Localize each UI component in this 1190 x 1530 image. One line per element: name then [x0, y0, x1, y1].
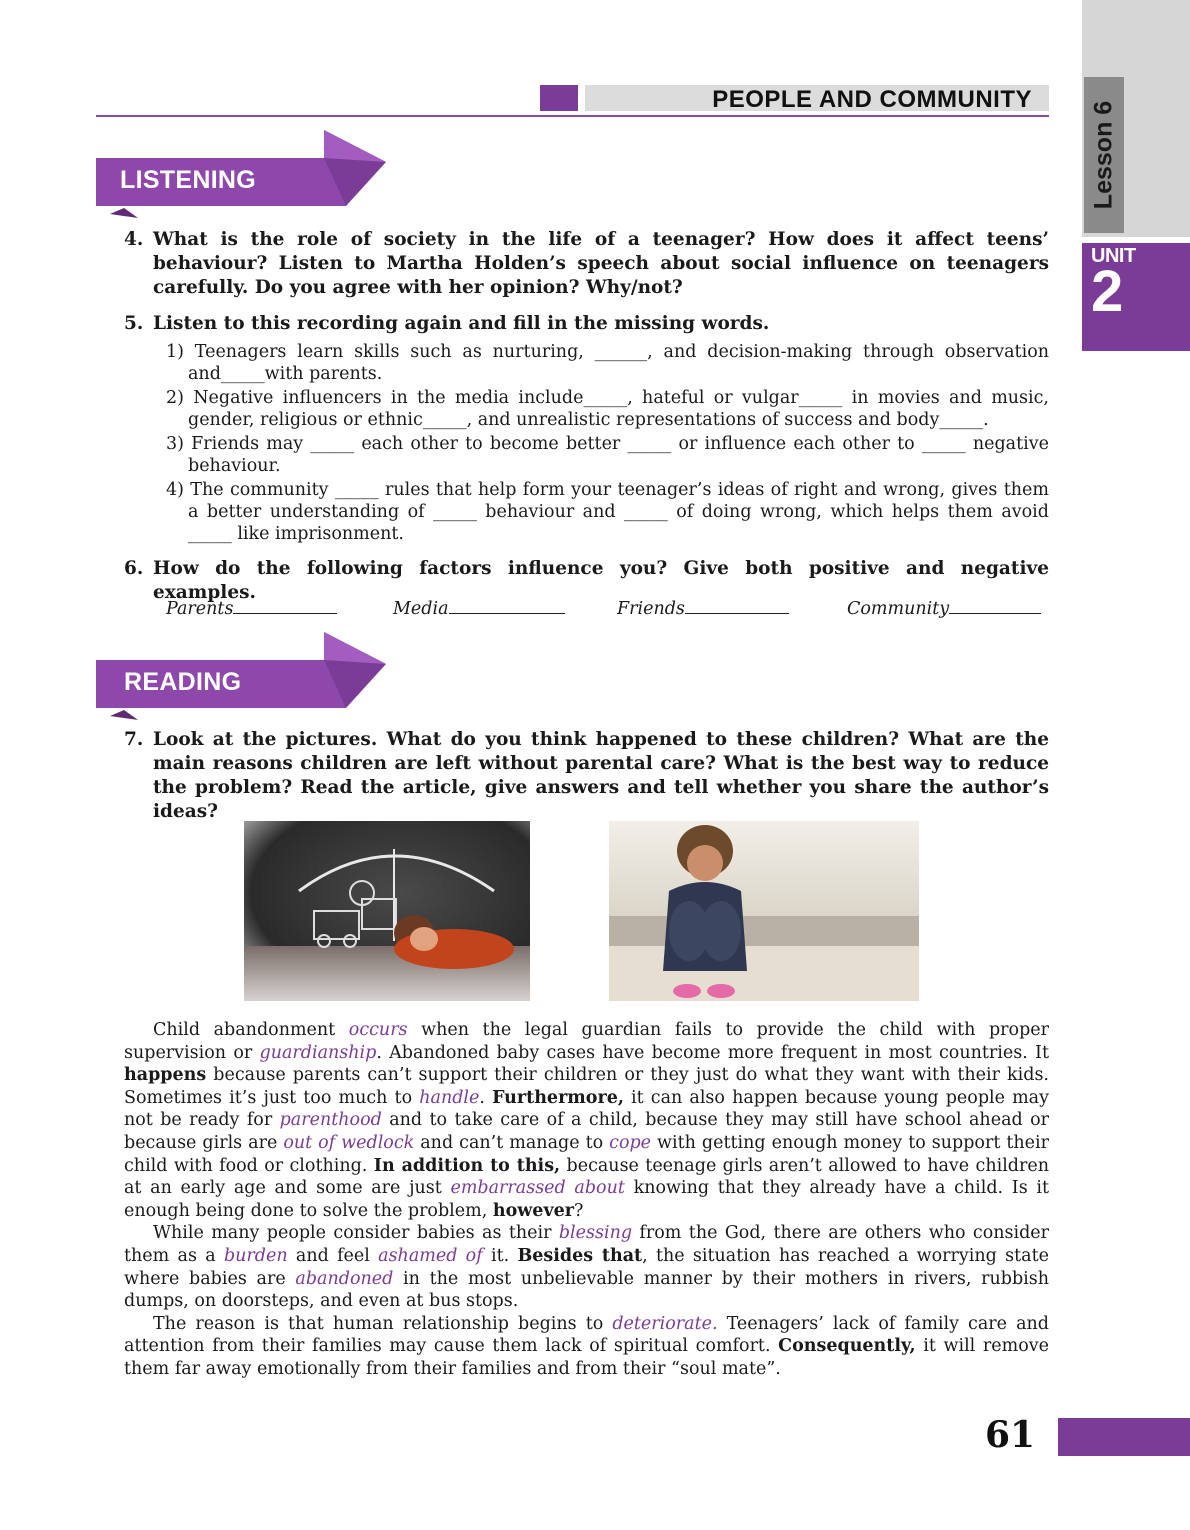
photo-child-chalk-drawing	[244, 821, 530, 1001]
article-run: with getting enough money to support their child with food or clothing.	[124, 1132, 1049, 1176]
article-run: it can also happen because young people may not be ready for	[124, 1087, 1049, 1131]
chapter-title: PEOPLE AND COMMUNITY	[712, 86, 1032, 113]
article-run: in the most unbelievable manner by their mothers in rivers, rubbish dumps, on doorsteps, and even at bus stops.	[124, 1268, 1049, 1312]
page-number-bar	[1058, 1418, 1190, 1456]
article-run: Teenagers’ lack of family care and attention from their families may cause them lack of spiritual comfort.	[124, 1313, 1049, 1357]
article-run: it.	[482, 1245, 518, 1266]
linking-word: happens	[124, 1065, 207, 1086]
task-instruction: What is the role of society in the life of a teenager? How does it affect teens’ behaviour? Listen to Martha Holden’s speech about social influence on teenagers carefully. Do you agree with her opinion? Why/not?	[153, 229, 1049, 298]
article-paragraph-3	[124, 1313, 1049, 1381]
reading-banner	[96, 632, 396, 724]
task-4	[124, 228, 1049, 300]
article-run: and to take care of a child, because they may still have school ahead or because girls are	[124, 1110, 1049, 1153]
task-number: 4.	[124, 229, 144, 250]
task-number: 5.	[124, 313, 144, 334]
reading-title: READING	[124, 668, 242, 696]
task-instruction: Listen to this recording again and fill in the missing words.	[153, 313, 770, 334]
page-number: 61	[985, 1414, 1036, 1456]
article-run: While many people consider babies as their	[153, 1223, 559, 1244]
linking-word: In addition to this,	[373, 1155, 561, 1176]
factor-community: Community	[847, 596, 1041, 619]
linking-word: Consequently,	[778, 1336, 916, 1357]
article-run: because teenage girls aren’t allowed to have children at an early age and some are just	[124, 1155, 1050, 1199]
header-rule	[96, 115, 1049, 117]
factor-parents: Parents	[166, 596, 337, 619]
vocabulary-word: out of wedlock	[283, 1132, 415, 1153]
task-instruction: Look at the pictures. What do you think happened to these children? What are the main reasons children are left without parental care? What is the best way to reduce the problem? Read the article, give answers and tell whether you share the author’s ideas?	[153, 729, 1049, 822]
article-run: when the legal guardian fails to provide the child with proper supervision or	[124, 1020, 1049, 1063]
article-run: The reason is that human relationship begins to	[153, 1313, 613, 1334]
article-run: .	[479, 1087, 493, 1108]
factor-media: Media	[393, 596, 565, 619]
photo-sad-child-sitting	[609, 821, 919, 1001]
factor-friends: Friends	[617, 596, 789, 619]
task-5-item: 4) The community _____ rules that help form your teenager’s ideas of right and wrong, gives them a better understanding of _____ behaviour and _____ of doing wrong, which helps them avoid _____ like imprisonment.	[166, 480, 1049, 544]
task-7	[124, 728, 1049, 824]
linking-word: Besides that	[517, 1245, 643, 1266]
linking-word: however	[492, 1200, 574, 1221]
vocabulary-word: ashamed of	[378, 1245, 483, 1266]
article-run: from the God, there are others who consider them as a	[124, 1223, 1050, 1266]
vocabulary-word: blessing	[558, 1223, 633, 1244]
task-number: 7.	[124, 729, 144, 750]
article-run: . Abandoned baby cases have become more frequent in most countries. It	[376, 1042, 1049, 1063]
article-run: Child abandonment	[153, 1020, 349, 1040]
vocabulary-word: occurs	[348, 1020, 408, 1040]
child-sleeping-image	[244, 821, 530, 1001]
unit-label: UNIT	[1091, 245, 1136, 267]
task-5	[124, 312, 1049, 336]
vocabulary-word: burden	[223, 1245, 288, 1266]
task-5-item: 2) Negative influencers in the media include_____, hateful or vulgar_____ in movies and music, gender, religious or ethnic_____, and unrealistic representations of success and body_____.	[166, 388, 1049, 430]
vocabulary-word: handle	[419, 1087, 480, 1108]
vocabulary-word: cope	[609, 1132, 652, 1153]
article-run: knowing that they already have a child. Is it enough being done to solve the problem,	[124, 1178, 1049, 1221]
vocabulary-word: parenthood	[279, 1110, 382, 1131]
article-run: because parents can’t support their children or they just do what they want with their kids. Sometimes it’s just too much to	[124, 1065, 1049, 1108]
listening-banner	[96, 130, 396, 222]
listening-title: LISTENING	[120, 166, 257, 194]
vocabulary-word: embarrassed about	[450, 1178, 625, 1199]
article-run: ?	[573, 1200, 584, 1221]
vocabulary-word: guardianship	[259, 1042, 377, 1063]
task-instruction: How do the following factors influence you? Give both positive and negative examples.	[153, 558, 1049, 603]
vocabulary-word: deteriorate.	[612, 1313, 718, 1334]
lesson-label: Lesson 6	[1089, 100, 1118, 210]
task-number: 6.	[124, 558, 144, 579]
vocabulary-word: abandoned	[295, 1268, 394, 1289]
linking-word: Furthermore,	[492, 1087, 624, 1108]
article-run: and feel	[287, 1245, 379, 1266]
article-run: and can’t manage to	[414, 1132, 610, 1153]
unit-number: 2	[1091, 259, 1124, 324]
task-5-item: 1) Teenagers learn skills such as nurturing, ______, and decision-making through observation and_____with parents.	[166, 342, 1049, 384]
article-paragraph-2	[124, 1222, 1049, 1312]
article-text	[124, 1019, 1049, 1381]
article-run: it will remove them far away emotionally from their families and from their “soul mate”.	[124, 1336, 1049, 1379]
header-accent-block	[540, 85, 578, 111]
article-paragraph-1	[124, 1019, 1049, 1222]
child-sitting-image	[609, 821, 919, 1001]
task-5-item: 3) Friends may _____ each other to become better _____ or influence each other to _____ negative behaviour.	[166, 434, 1049, 476]
article-run: , the situation has reached a worrying state where babies are	[124, 1245, 1049, 1289]
